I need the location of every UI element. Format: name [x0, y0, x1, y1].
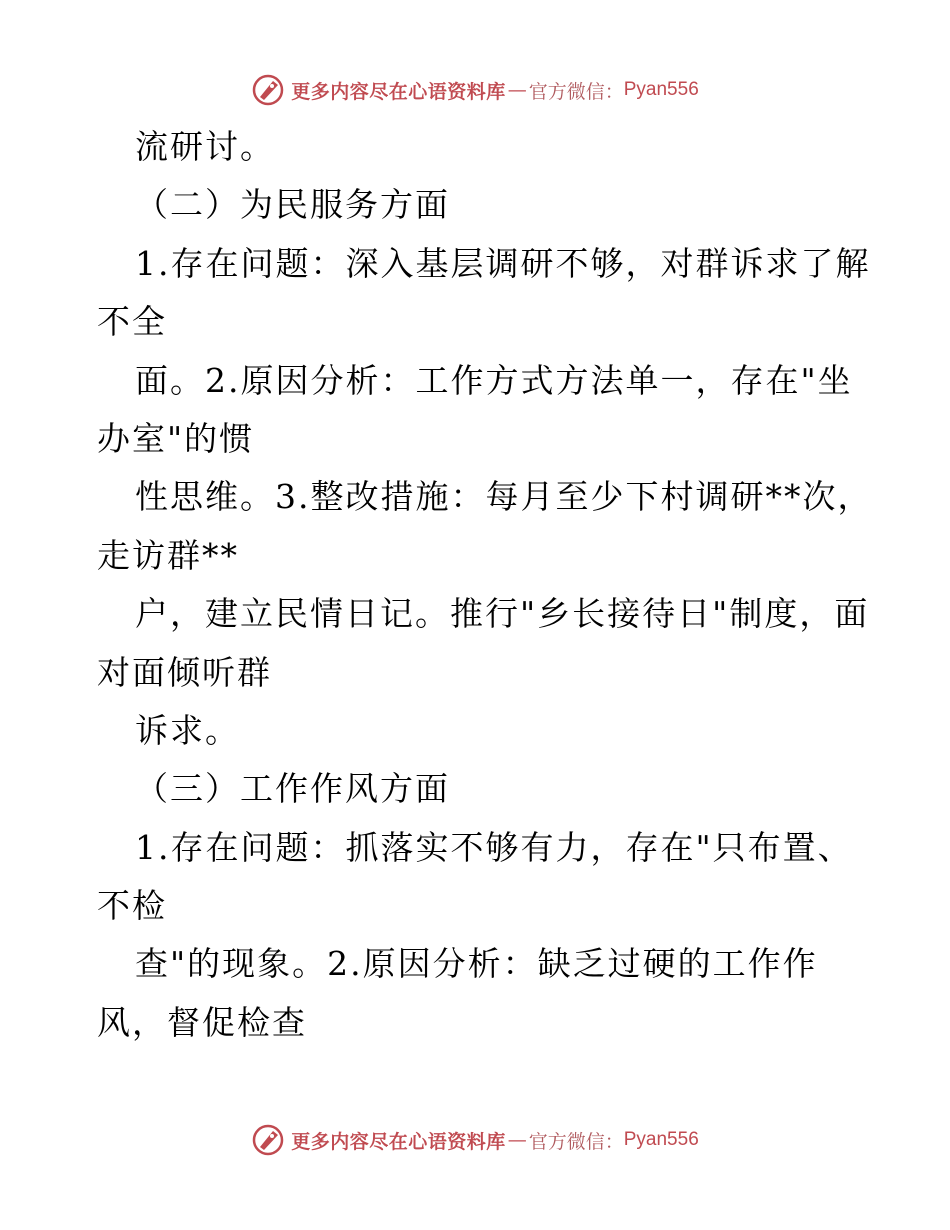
footer-wechat-label: 官方微信：: [528, 1130, 624, 1153]
body-line: 诉求。: [135, 710, 240, 750]
body-line: 1.存在问题：抓落实不够有力，存在"只布置、: [135, 827, 853, 867]
body-line: 对面倾听群: [97, 652, 272, 692]
footer-separator: —: [507, 1129, 527, 1151]
body-line: 面。2.原因分析：工作方式方法单一，存在"坐: [135, 360, 853, 400]
body-line: 走访群**: [97, 535, 239, 575]
body-line: 不检: [97, 886, 167, 926]
footer-brand-text: 更多内容尽在心语资料库: [291, 1130, 506, 1153]
header-wechat-label: 官方微信：: [528, 80, 624, 103]
body-line: 查"的现象。2.原因分析：缺乏过硬的工作作: [135, 944, 818, 984]
section-heading: （三）工作作风方面: [135, 769, 450, 809]
pen-nib-logo-icon: [251, 1123, 285, 1157]
body-line: 办室"的惯: [97, 418, 255, 458]
body-line: 1.存在问题：深入基层调研不够，对群诉求了解: [135, 243, 871, 283]
footer-wechat-id: Pyan556: [623, 1129, 699, 1150]
section-heading: （二）为民服务方面: [135, 185, 450, 225]
header-wechat-id: Pyan556: [623, 79, 699, 100]
body-line: 风，督促检查: [97, 1002, 307, 1042]
body-line: 流研讨。: [135, 127, 275, 166]
body-line: 性思维。3.整改措施：每月至少下村调研**次，: [135, 477, 873, 517]
body-line: 不全: [97, 302, 167, 342]
header-banner: [0, 70, 950, 110]
body-line: 户，建立民情日记。推行"乡长接待日"制度，面: [135, 594, 870, 634]
footer-banner: [0, 1120, 950, 1160]
header-brand-text: 更多内容尽在心语资料库: [291, 80, 506, 103]
header-separator: —: [507, 79, 527, 101]
document-body: [97, 118, 873, 1052]
pen-nib-logo-icon: [251, 73, 285, 107]
